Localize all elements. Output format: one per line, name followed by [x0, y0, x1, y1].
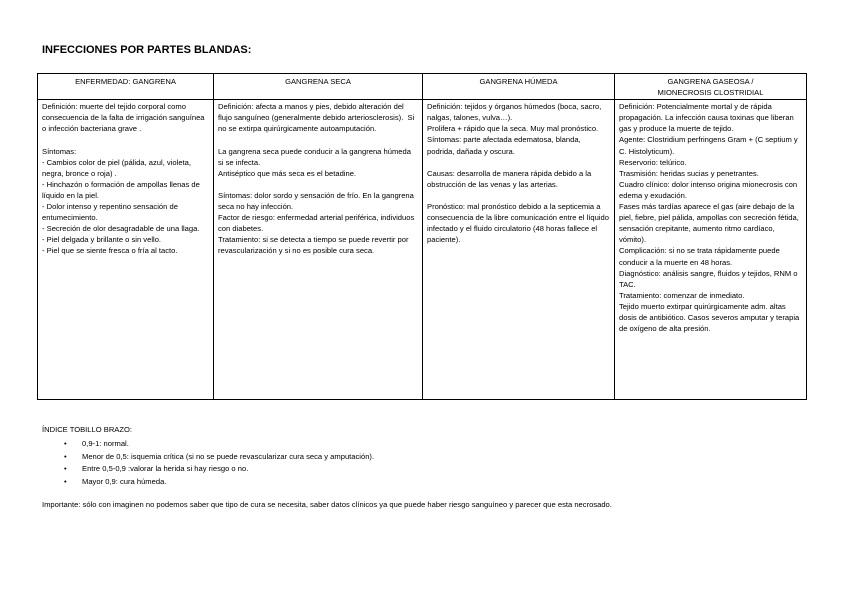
list-item-text: Entre 0,5-0,9 :valorar la herida si hay riesgo o no. — [82, 464, 249, 474]
header-label: ENFERMEDAD: GANGRENA — [75, 77, 176, 86]
cell-enfermedad — [38, 100, 214, 400]
bullet-icon: • — [64, 451, 67, 461]
ankle-brachial-index-section — [42, 424, 802, 488]
list-item — [64, 476, 802, 489]
section-title: ÍNDICE TOBILLO BRAZO: — [42, 425, 133, 434]
cell-text: Definición: tejidos y órganos húmedos (boca, sacro, nalgas, talones, vulva…). Prolifera + rápido que la seca. Muy mal pronóstico. Síntomas: parte afectada edematosa, blanda, podrida, dañada y oscura. Causas: desarrolla de manera rápida debido a la obstrucción de las venas y las arterias. Pronóstico: mal pronóstico debido a la septicemia a consecuencia de la libre comunicación entre el líquido infectado y el fluido circulatorio (48 horas fallece el paciente). — [427, 102, 609, 245]
bullet-icon: • — [64, 439, 67, 448]
header-enfermedad — [38, 74, 214, 100]
header-gangrena-humeda — [423, 74, 615, 100]
table-header-row — [38, 74, 807, 100]
cell-gangrena-humeda — [423, 100, 615, 400]
header-label: GANGRENA HÚMEDA — [479, 77, 558, 86]
cell-text: Definición: muerte del tejido corporal como consecuencia de la falta de irrigación sanguínea o infección bacteriana grave . Síntomas: - Cambios color de piel (pálida, azul, violeta, negra, bronce o roja) . - Hinchazón o formación de ampollas llenas de líquido en la piel. - Dolor intenso y repentino sensación de entumecimiento. - Secreción de olor desagradable de una llaga. - Piel delgada y brillante o sin vello. - Piel que se siente fresca o fría al tacto. — [42, 102, 205, 256]
bullet-icon: • — [64, 464, 67, 474]
bullet-icon: • — [64, 476, 67, 486]
cell-text: Definición: afecta a manos y pies, debido alteración del flujo sanguíneo (generalmente debido arteriosclerosis). Si no se extirpa quirúrgicamente autoamputación. La gangrena seca puede conducir a la gangrena húmeda si se infecta. Antiséptico que más seca es el betadine. Síntomas: dolor sordo y sensación de frío. En la gangrena seca no hay infección. Factor de riesgo: enfermedad arterial periférica, individuos con diabetes. Tratamiento: si se detecta a tiempo se puede revertir por revascularización y si no es posible cura seca. — [218, 102, 415, 256]
table-row — [38, 100, 807, 400]
header-label: GANGRENA GASEOSA / MIONECROSIS CLOSTRIDIAL — [657, 77, 764, 98]
header-label: GANGRENA SECA — [285, 77, 351, 86]
header-gangrena-gaseosa — [615, 74, 807, 100]
list-item-text: 0,9-1: normal. — [82, 439, 129, 448]
list-item-text: Menor de 0,5: isquemia crítica (si no se puede revascularizar cura seca y amputación). — [82, 451, 375, 461]
cell-gangrena-gaseosa — [615, 100, 807, 400]
document-title: INFECCIONES POR PARTES BLANDAS: — [42, 44, 252, 56]
list-item — [64, 463, 802, 476]
abi-list — [42, 438, 802, 488]
cell-text: Definición: Potencialmente mortal y de rápida propagación. La infección causa toxinas que liberan gas y produce la muerte de tejido. Agente: Clostridium perfringens Gram + (C septium y C. Histolyticum). Reservorio: telúrico. Trasmisión: heridas sucias y penetrantes. Cuadro clínico: dolor intenso origina mionecrosis con edema y exudación. Fases más tardías aparece el gas (aire debajo de la piel, fiebre, piel pálida, ampollas con secreción fétida, sensación crepitante, aumento ritmo cardíaco, vómito). Complicación: si no se trata rápidamente puede conducir a la muerte en 48 horas. Diagnóstico: análisis sangre, fluidos y tejidos, RNM o TAC. Tratamiento: comenzar de inmediato. Tejido muerto extirpar quirúrgicamente adm. altas dosis de antibiótico. Casos severos amputar y terapia de oxígeno de alta presión. — [619, 102, 800, 334]
header-gangrena-seca — [214, 74, 423, 100]
list-item — [64, 451, 802, 464]
gangrene-table — [37, 73, 807, 400]
important-note: Importante: sólo con imaginen no podemos saber que tipo de cura se necesita, saber datos clínicos ya que puede haber riesgo sanguíneo y parecer que esta necrosado. — [42, 500, 612, 509]
cell-gangrena-seca — [214, 100, 423, 400]
list-item-text: Mayor 0,9: cura húmeda. — [82, 476, 167, 486]
list-item — [64, 438, 802, 451]
